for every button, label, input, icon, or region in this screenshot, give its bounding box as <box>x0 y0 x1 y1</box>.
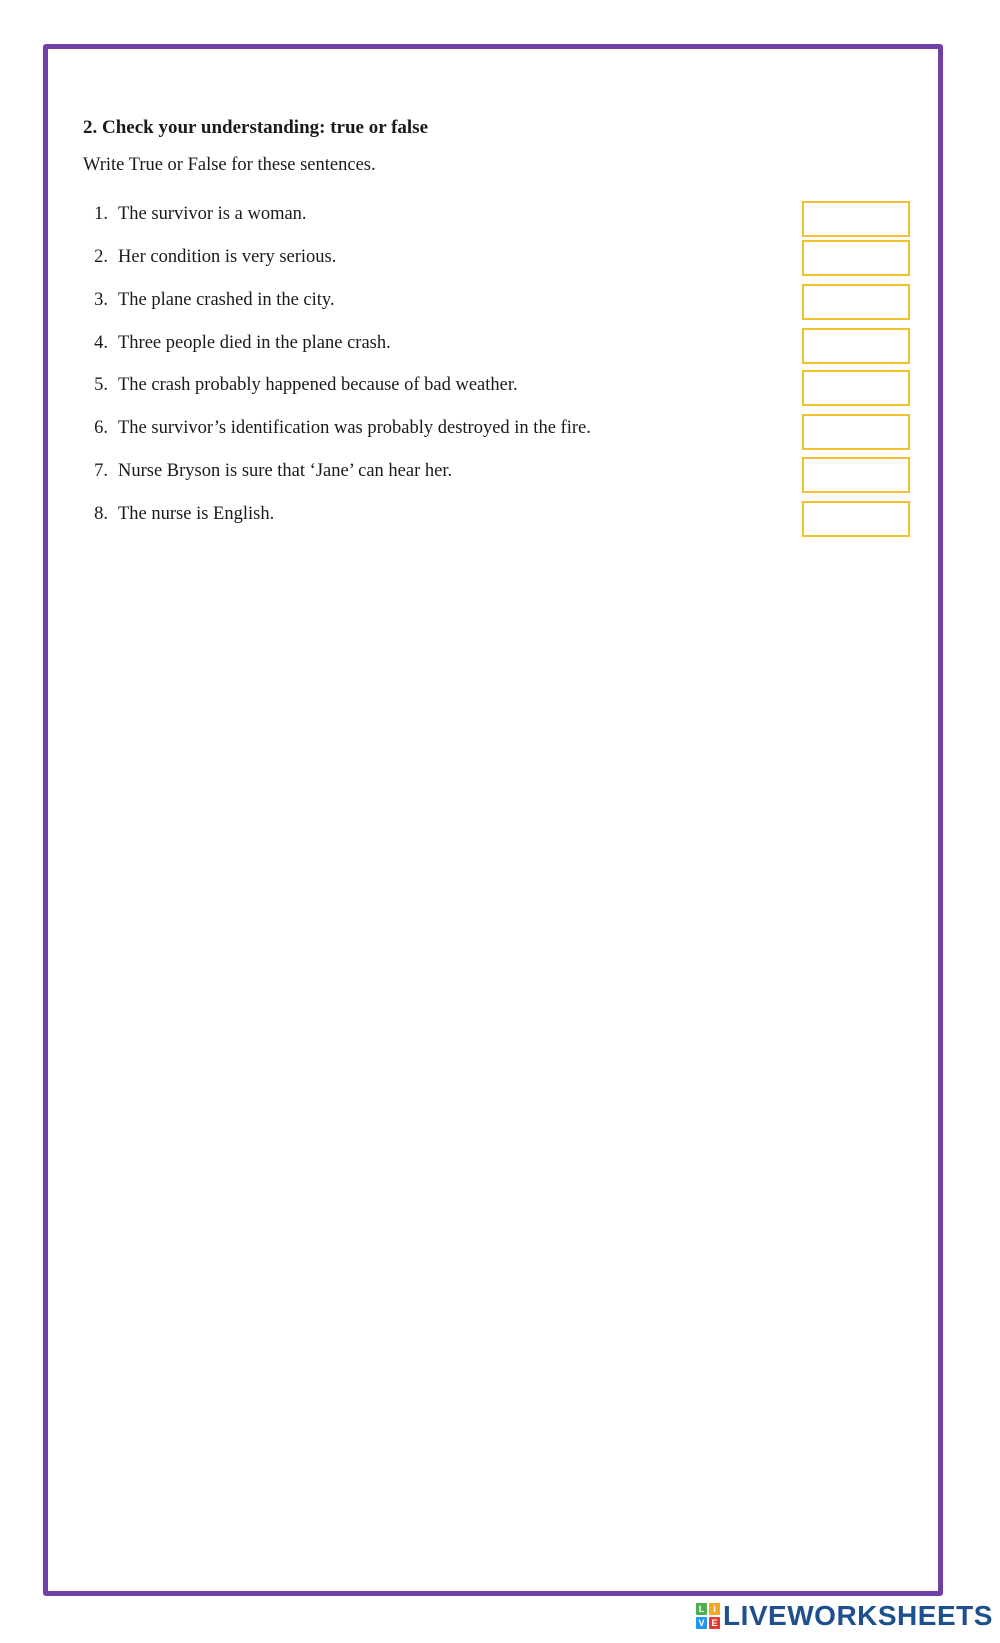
answer-input-3[interactable] <box>802 284 910 320</box>
liveworksheets-logo[interactable] <box>696 1598 993 1634</box>
worksheet-instructions: Write True or False for these sentences. <box>83 155 376 175</box>
question-text: Nurse Bryson is sure that ‘Jane’ can hear her. <box>118 461 453 481</box>
question-text: Three people died in the plane crash. <box>118 333 391 353</box>
question-number: 3. <box>94 290 108 310</box>
answer-input-4[interactable] <box>802 328 910 364</box>
question-number: 8. <box>94 504 108 524</box>
question-number: 5. <box>94 375 108 395</box>
question-item <box>88 204 908 240</box>
worksheet-title: 2. Check your understanding: true or false <box>83 117 429 138</box>
answer-input-7[interactable] <box>802 457 910 493</box>
question-text: The survivor’s identification was probably destroyed in the fire. <box>118 418 591 438</box>
question-number: 2. <box>94 247 108 267</box>
answer-input-1[interactable] <box>802 201 910 237</box>
answer-input-2[interactable] <box>802 240 910 276</box>
question-number: 6. <box>94 418 108 438</box>
answer-input-8[interactable] <box>802 501 910 537</box>
question-number: 7. <box>94 461 108 481</box>
question-text: The survivor is a woman. <box>118 204 307 224</box>
answer-input-5[interactable] <box>802 370 910 406</box>
question-text: Her condition is very serious. <box>118 247 337 267</box>
question-item <box>88 375 908 411</box>
question-text: The plane crashed in the city. <box>118 290 335 310</box>
logo-tile: L <box>696 1603 707 1615</box>
question-number: 1. <box>94 204 108 224</box>
question-item <box>88 418 908 454</box>
question-item <box>88 290 908 326</box>
question-item <box>88 333 908 369</box>
question-text: The nurse is English. <box>118 504 275 524</box>
question-item <box>88 504 908 540</box>
logo-tile: I <box>709 1603 720 1615</box>
question-number: 4. <box>94 333 108 353</box>
answer-input-6[interactable] <box>802 414 910 450</box>
question-item <box>88 461 908 497</box>
live-tiles-icon <box>696 1603 720 1629</box>
question-text: The crash probably happened because of bad weather. <box>118 375 518 395</box>
logo-tile: V <box>696 1617 707 1629</box>
logo-text: LIVEWORKSHEETS <box>723 1600 993 1631</box>
question-item <box>88 247 908 283</box>
logo-tile: E <box>709 1617 720 1629</box>
